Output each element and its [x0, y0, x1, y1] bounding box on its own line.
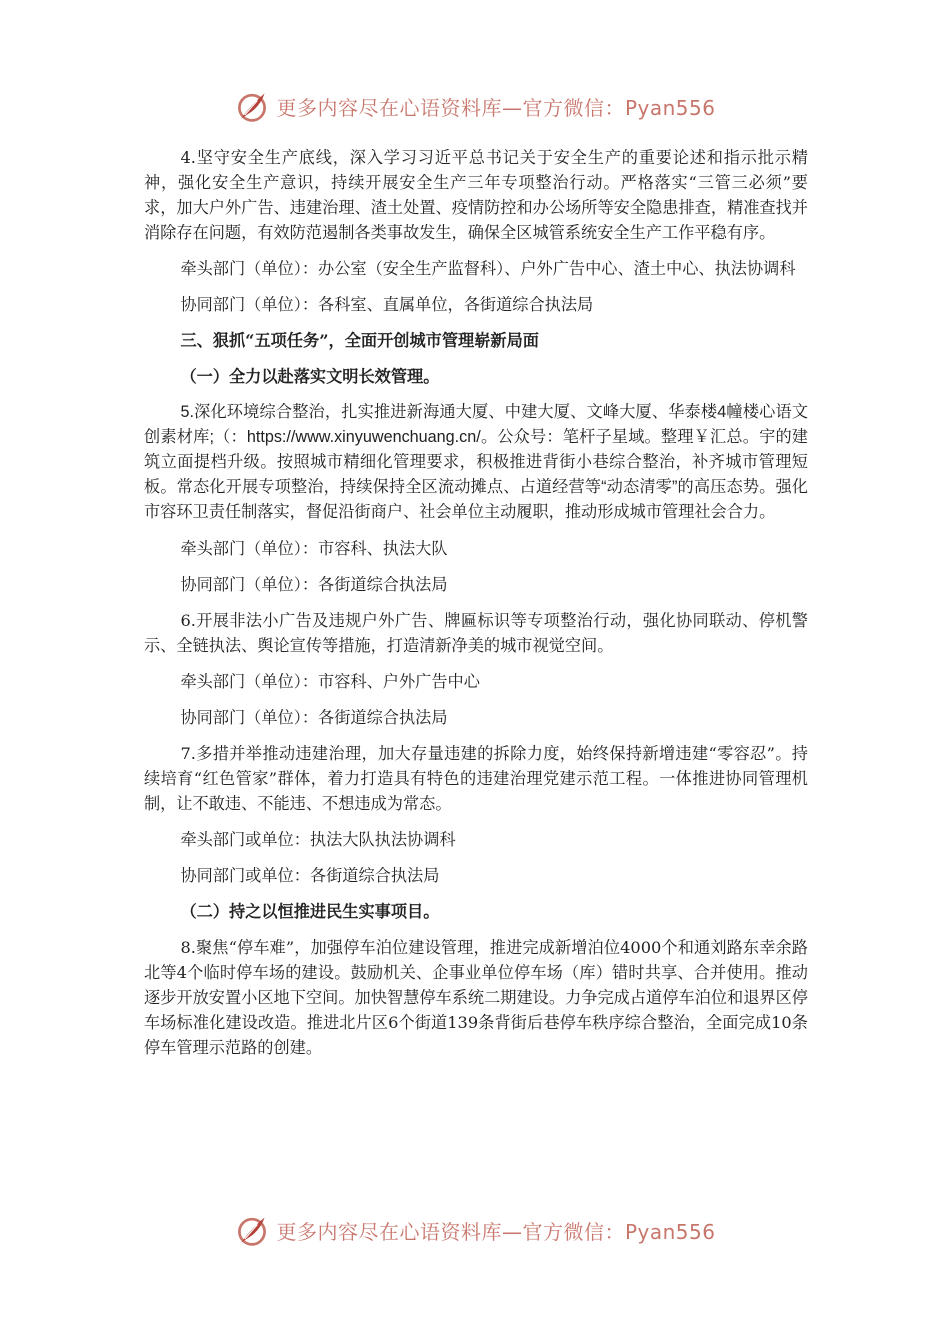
paragraph-item-4: 4.坚守安全生产底线，深入学习习近平总书记关于安全生产的重要论述和指示批示精神，强化安全生产意识，持续开展安全生产三年专项整治行动。严格落实“三管三必须”要求，加大户外广告、违建治理、渣土处置、疫情防控和办公场所等安全隐患排查，精准查找并消除存在问题，有效防范遏制各类事故发生，确保全区城管系统安全生产工作平稳有序。: [144, 148, 808, 242]
header-banner: [0, 84, 950, 128]
paragraph-item-5: 5.深化环境综合整治，扎实推进新海通大厦、中建大厦、文峰大厦、华泰楼4幢楼心语文创素材库;（：https://www.xinyuwenchuang.cn/。公众号：笔杆子星域。整理￥汇总。宇的建筑立面提档升级。按照城市精细化管理要求，积极推进背街小巷综合整治，补齐城市管理短板。常态化开展专项整治，持续保持全区流动摊点、占道经营等“动态清零”的高压态势。强化市容环卫责任制落实，督促沿街商户、社会单位主动履职，推动形成城市管理社会合力。: [144, 403, 809, 521]
subsection-heading: （二）持之以恒推进民生实事项目。: [180, 902, 440, 921]
banner-text: 更多内容尽在心语资料库—官方微信：Pyan556: [276, 1219, 716, 1244]
subsection-heading: （一）全力以赴落实文明长效管理。: [180, 367, 440, 386]
quill-circle-icon: [234, 88, 270, 124]
document-body: [144, 145, 808, 1071]
paragraph-item-7: 7.多措并举推动违建治理，加大存量违建的拆除力度，始终保持新增违建“零容忍”。持续培育“红色管家”群体，着力打造具有特色的违建治理党建示范工程。一体推进协同管理机制，让不敢违、不能违、不想违成为常态。: [144, 744, 808, 813]
lead-department: 牵头部门或单位：执法大队执法协调科: [180, 830, 456, 849]
paragraph-item-6: 6.开展非法小广告及违规户外广告、牌匾标识等专项整治行动，强化协同联动、停机警示、全链执法、舆论宣传等措施，打造清新净美的城市视觉空间。: [144, 611, 808, 655]
cooperating-department: 协同部门（单位）：各街道综合执法局: [180, 708, 448, 727]
footer-banner: [0, 1208, 950, 1252]
banner-text: 更多内容尽在心语资料库—官方微信：Pyan556: [276, 95, 716, 120]
cooperating-department: 协同部门或单位：各街道综合执法局: [180, 866, 440, 885]
lead-department: 牵头部门（单位）：市容科、户外广告中心: [180, 672, 480, 691]
cooperating-department: 协同部门（单位）：各科室、直属单位，各街道综合执法局: [180, 295, 594, 314]
lead-department: 牵头部门（单位）：市容科、执法大队: [180, 539, 448, 558]
cooperating-department: 协同部门（单位）：各街道综合执法局: [180, 575, 448, 594]
paragraph-item-8: 8.聚焦“停车难”，加强停车泊位建设管理，推进完成新增泊位4000个和通刘路东幸余路北等4个临时停车场的建设。鼓励机关、企事业单位停车场（库）错时共享、合并使用。推动逐步开放安置小区地下空间。加快智慧停车系统二期建设。力争完成占道停车泊位和退界区停车场标准化建设改造。推进北片区6个街道139条背街后巷停车秩序综合整治，全面完成10条停车管理示范路的创建。: [144, 938, 808, 1057]
lead-department: 牵头部门（单位）：办公室（安全生产监督科）、户外广告中心、渣土中心、执法协调科: [180, 259, 796, 278]
section-heading: 三、狠抓“五项任务”，全面开创城市管理崭新局面: [180, 331, 539, 350]
quill-circle-icon: [234, 1212, 270, 1248]
